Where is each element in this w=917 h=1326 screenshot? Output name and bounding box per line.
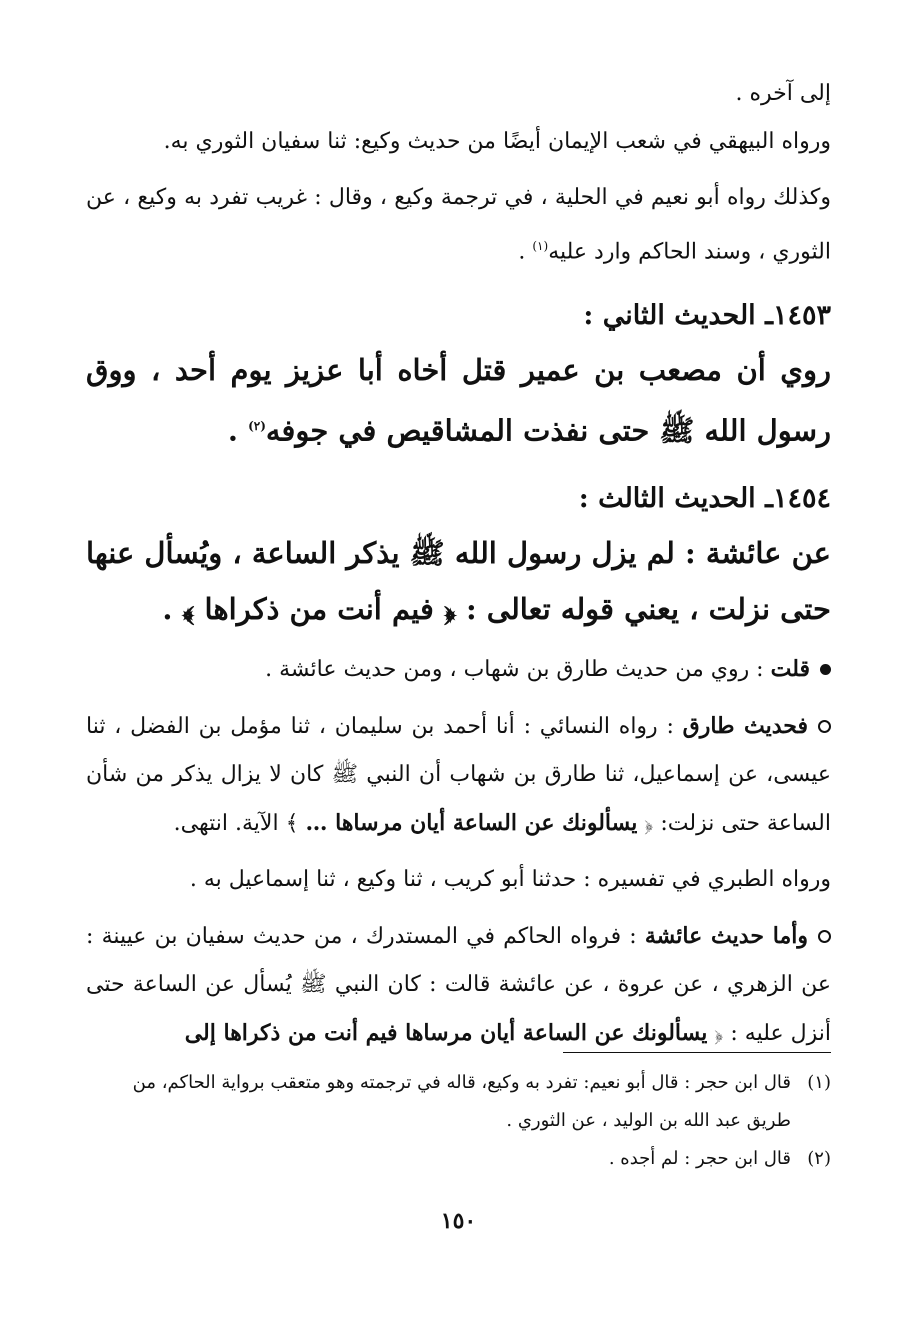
page-number: ١٥٠ [440,1208,477,1234]
tabari-paragraph: ورواه الطبري في تفسيره : حدثنا أبو كريب ، ثنا وكيع ، ثنا إسماعيل به . [189,866,831,892]
qult-label: قلت [770,655,810,682]
tariq-text-2: ﴾ الآية. انتهى. [173,810,306,836]
hadith-3-text: عن عائشة : لم يزل رسول الله ﷺ يذكر الساعة ، ويُسأل عنها حتى نزلت ، يعني قوله تعالى : ﴿ فيم أنت من ذكراها ﴾ . [86,535,831,626]
abu-nuaym-text: وكذلك رواه أبو نعيم في الحلية ، في ترجمة وكيع ، وقال : غريب تفرد به وكيع ، عن الثوري ، وسند الحاكم وارد عليه [86,185,831,265]
circle-icon [818,720,831,733]
aisha-paragraph [86,912,831,1058]
hadith-2-end: . [227,413,249,448]
tariq-paragraph [86,702,831,848]
footnote-1 [86,1064,831,1140]
footnote-number: (٢) [807,1148,831,1169]
hadith-2-heading: ١٤٥٣ـ الحديث الثاني : [583,300,831,332]
footnote-ref-2: (٢) [248,419,266,434]
bayhaqi-paragraph: ورواه البيهقي في شعب الإيمان أيضًا من حديث وكيع: ثنا سفيان الثوري به. [163,129,831,154]
hadith-3-heading: ١٤٥٤ـ الحديث الثالث : [578,482,831,514]
footnote-number: (١) [807,1072,831,1093]
footnote-text: قال ابن حجر : لم أجده . [608,1148,791,1169]
tariq-text-1: : رواه النسائي : أنا أحمد بن سليمان ، ثنا مؤمل بن الفضل ، ثنا عيسى، عن إسماعيل، ثنا طارق بن شهاب أن النبي ﷺ كان لا يزال يذكر من شأن الساعة حتى نزلت: ﴿ [86,713,831,836]
footnote-divider [563,1052,831,1053]
footnotes [86,1064,831,1178]
page-body [86,70,831,1058]
footnote-ref-1: (١) [532,239,549,253]
aisha-quote: يسألونك عن الساعة أيان مرساها فيم أنت من ذكراها إلى [184,1019,708,1046]
circle-icon [818,930,831,943]
qult-paragraph [86,645,831,694]
tariq-quote: يسألونك عن الساعة أيان مرساها … [305,809,638,836]
footnote-2 [86,1140,831,1178]
abu-nuaym-end: . [518,239,533,265]
hadith-2-body: روي أن مصعب بن عمير قتل أخاه أبا عزيز يوم أحد ، ووق رسول الله ﷺ حتى نفذت المشاقيص في جوفه [86,353,831,448]
bullet-icon [820,664,831,675]
aisha-text-1: : فرواه الحاكم في المستدرك ، من حديث سفيان بن عيينة : عن الزهري ، عن عروة ، عن عائشة قالت : كان النبي ﷺ يُسأل عن الساعة حتى أنزل عليه : ﴿ [86,923,831,1046]
abu-nuaym-paragraph [86,174,831,276]
footnote-text: قال ابن حجر : قال أبو نعيم: تفرد به وكيع، قاله في ترجمته وهو متعقب برواية الحاكم، من طريق عبد الله بن الوليد ، عن الثوري . [132,1072,791,1131]
qult-text: : روي من حديث طارق بن شهاب ، ومن حديث عائشة . [265,656,771,682]
hadith-2-text [86,342,831,459]
continuation-line: إلى آخره . [735,81,831,106]
tariq-label: فحديث طارق [682,712,808,739]
aisha-label: وأما حديث عائشة [644,922,808,949]
